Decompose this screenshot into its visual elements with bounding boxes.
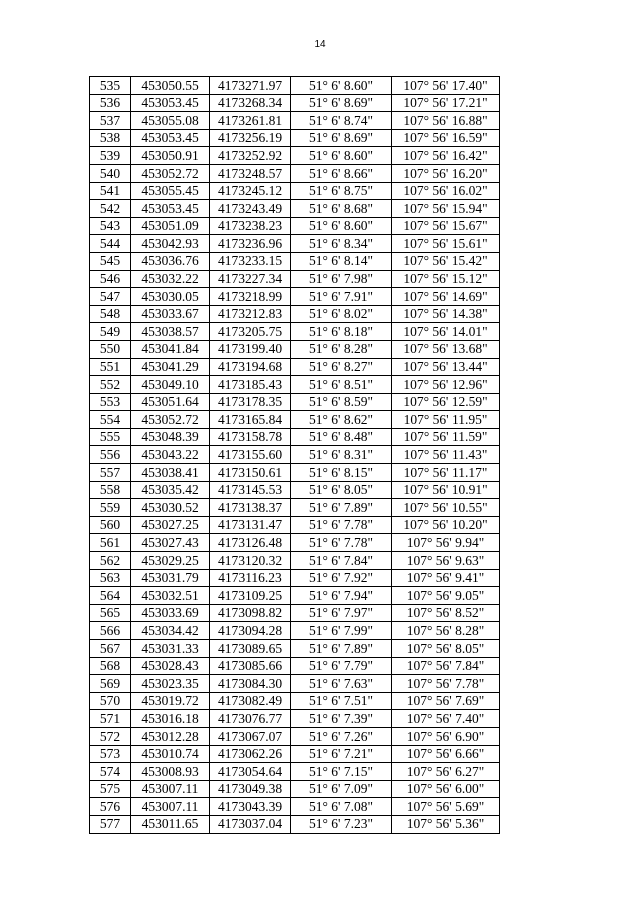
y-coordinate-cell: 4173062.26 [210, 745, 291, 763]
longitude-cell: 107° 56' 13.68" [392, 340, 500, 358]
y-coordinate-cell: 4173243.49 [210, 200, 291, 218]
longitude-cell: 107° 56' 9.41" [392, 569, 500, 587]
latitude-cell: 51° 6' 7.63" [291, 675, 392, 693]
latitude-cell: 51° 6' 7.98" [291, 270, 392, 288]
y-coordinate-cell: 4173109.25 [210, 587, 291, 605]
point-number-cell: 574 [90, 763, 131, 781]
x-coordinate-cell: 453048.39 [131, 428, 210, 446]
table-row [90, 270, 500, 288]
table-row [90, 780, 500, 798]
point-number-cell: 541 [90, 182, 131, 200]
table-row [90, 569, 500, 587]
point-number-cell: 535 [90, 77, 131, 95]
x-coordinate-cell: 453031.79 [131, 569, 210, 587]
table-row [90, 217, 500, 235]
x-coordinate-cell: 453036.76 [131, 252, 210, 270]
point-number-cell: 549 [90, 323, 131, 341]
x-coordinate-cell: 453031.33 [131, 640, 210, 658]
point-number-cell: 563 [90, 569, 131, 587]
latitude-cell: 51° 6' 8.51" [291, 376, 392, 394]
latitude-cell: 51° 6' 7.08" [291, 798, 392, 816]
y-coordinate-cell: 4173126.48 [210, 534, 291, 552]
latitude-cell: 51° 6' 8.74" [291, 112, 392, 130]
point-number-cell: 553 [90, 393, 131, 411]
table-row [90, 499, 500, 517]
latitude-cell: 51° 6' 7.15" [291, 763, 392, 781]
table-row [90, 710, 500, 728]
latitude-cell: 51° 6' 8.69" [291, 129, 392, 147]
point-number-cell: 561 [90, 534, 131, 552]
y-coordinate-cell: 4173165.84 [210, 411, 291, 429]
point-number-cell: 542 [90, 200, 131, 218]
longitude-cell: 107° 56' 9.63" [392, 552, 500, 570]
longitude-cell: 107° 56' 6.00" [392, 780, 500, 798]
latitude-cell: 51° 6' 8.48" [291, 428, 392, 446]
point-number-cell: 552 [90, 376, 131, 394]
table-row [90, 288, 500, 306]
x-coordinate-cell: 453016.18 [131, 710, 210, 728]
point-number-cell: 556 [90, 446, 131, 464]
table-row [90, 252, 500, 270]
x-coordinate-cell: 453008.93 [131, 763, 210, 781]
longitude-cell: 107° 56' 8.52" [392, 604, 500, 622]
latitude-cell: 51° 6' 7.09" [291, 780, 392, 798]
longitude-cell: 107° 56' 16.59" [392, 129, 500, 147]
table-row [90, 147, 500, 165]
longitude-cell: 107° 56' 17.40" [392, 77, 500, 95]
longitude-cell: 107° 56' 15.67" [392, 217, 500, 235]
table-row [90, 745, 500, 763]
point-number-cell: 575 [90, 780, 131, 798]
longitude-cell: 107° 56' 10.55" [392, 499, 500, 517]
y-coordinate-cell: 4173145.53 [210, 481, 291, 499]
longitude-cell: 107° 56' 15.61" [392, 235, 500, 253]
longitude-cell: 107° 56' 11.95" [392, 411, 500, 429]
x-coordinate-cell: 453011.65 [131, 815, 210, 833]
y-coordinate-cell: 4173120.32 [210, 552, 291, 570]
table-row [90, 376, 500, 394]
x-coordinate-cell: 453012.28 [131, 727, 210, 745]
y-coordinate-cell: 4173150.61 [210, 464, 291, 482]
x-coordinate-cell: 453010.74 [131, 745, 210, 763]
latitude-cell: 51° 6' 8.18" [291, 323, 392, 341]
x-coordinate-cell: 453030.05 [131, 288, 210, 306]
latitude-cell: 51° 6' 7.26" [291, 727, 392, 745]
longitude-cell: 107° 56' 10.20" [392, 516, 500, 534]
table-row [90, 305, 500, 323]
x-coordinate-cell: 453033.69 [131, 604, 210, 622]
latitude-cell: 51° 6' 7.91" [291, 288, 392, 306]
x-coordinate-cell: 453033.67 [131, 305, 210, 323]
latitude-cell: 51° 6' 8.59" [291, 393, 392, 411]
y-coordinate-cell: 4173233.15 [210, 252, 291, 270]
table-row [90, 164, 500, 182]
latitude-cell: 51° 6' 7.21" [291, 745, 392, 763]
point-number-cell: 548 [90, 305, 131, 323]
longitude-cell: 107° 56' 15.42" [392, 252, 500, 270]
latitude-cell: 51° 6' 8.68" [291, 200, 392, 218]
latitude-cell: 51° 6' 8.69" [291, 94, 392, 112]
x-coordinate-cell: 453038.57 [131, 323, 210, 341]
latitude-cell: 51° 6' 8.34" [291, 235, 392, 253]
latitude-cell: 51° 6' 7.97" [291, 604, 392, 622]
longitude-cell: 107° 56' 7.84" [392, 657, 500, 675]
point-number-cell: 572 [90, 727, 131, 745]
x-coordinate-cell: 453051.64 [131, 393, 210, 411]
x-coordinate-cell: 453007.11 [131, 798, 210, 816]
longitude-cell: 107° 56' 11.43" [392, 446, 500, 464]
x-coordinate-cell: 453050.91 [131, 147, 210, 165]
y-coordinate-cell: 4173245.12 [210, 182, 291, 200]
x-coordinate-cell: 453028.43 [131, 657, 210, 675]
longitude-cell: 107° 56' 12.96" [392, 376, 500, 394]
y-coordinate-cell: 4173158.78 [210, 428, 291, 446]
latitude-cell: 51° 6' 7.78" [291, 534, 392, 552]
point-number-cell: 564 [90, 587, 131, 605]
y-coordinate-cell: 4173185.43 [210, 376, 291, 394]
longitude-cell: 107° 56' 6.90" [392, 727, 500, 745]
y-coordinate-cell: 4173037.04 [210, 815, 291, 833]
point-number-cell: 554 [90, 411, 131, 429]
y-coordinate-cell: 4173131.47 [210, 516, 291, 534]
longitude-cell: 107° 56' 9.94" [392, 534, 500, 552]
y-coordinate-cell: 4173089.65 [210, 640, 291, 658]
y-coordinate-cell: 4173248.57 [210, 164, 291, 182]
point-number-cell: 555 [90, 428, 131, 446]
longitude-cell: 107° 56' 14.38" [392, 305, 500, 323]
longitude-cell: 107° 56' 7.69" [392, 692, 500, 710]
point-number-cell: 546 [90, 270, 131, 288]
y-coordinate-cell: 4173194.68 [210, 358, 291, 376]
longitude-cell: 107° 56' 15.12" [392, 270, 500, 288]
latitude-cell: 51° 6' 8.60" [291, 147, 392, 165]
longitude-cell: 107° 56' 6.66" [392, 745, 500, 763]
point-number-cell: 547 [90, 288, 131, 306]
longitude-cell: 107° 56' 12.59" [392, 393, 500, 411]
table-row [90, 94, 500, 112]
table-row [90, 393, 500, 411]
table-row [90, 604, 500, 622]
table-row [90, 77, 500, 95]
table-row [90, 200, 500, 218]
y-coordinate-cell: 4173271.97 [210, 77, 291, 95]
y-coordinate-cell: 4173116.23 [210, 569, 291, 587]
table-row [90, 516, 500, 534]
x-coordinate-cell: 453053.45 [131, 200, 210, 218]
y-coordinate-cell: 4173084.30 [210, 675, 291, 693]
coordinates-table-body [90, 77, 500, 834]
longitude-cell: 107° 56' 7.78" [392, 675, 500, 693]
table-row [90, 815, 500, 833]
latitude-cell: 51° 6' 8.62" [291, 411, 392, 429]
x-coordinate-cell: 453052.72 [131, 164, 210, 182]
latitude-cell: 51° 6' 7.39" [291, 710, 392, 728]
x-coordinate-cell: 453035.42 [131, 481, 210, 499]
longitude-cell: 107° 56' 5.36" [392, 815, 500, 833]
x-coordinate-cell: 453032.51 [131, 587, 210, 605]
y-coordinate-cell: 4173082.49 [210, 692, 291, 710]
latitude-cell: 51° 6' 8.66" [291, 164, 392, 182]
latitude-cell: 51° 6' 8.28" [291, 340, 392, 358]
x-coordinate-cell: 453043.22 [131, 446, 210, 464]
latitude-cell: 51° 6' 8.31" [291, 446, 392, 464]
table-row [90, 587, 500, 605]
latitude-cell: 51° 6' 7.99" [291, 622, 392, 640]
point-number-cell: 559 [90, 499, 131, 517]
table-row [90, 552, 500, 570]
latitude-cell: 51° 6' 8.60" [291, 217, 392, 235]
table-row [90, 798, 500, 816]
table-row [90, 640, 500, 658]
table-row [90, 235, 500, 253]
point-number-cell: 565 [90, 604, 131, 622]
y-coordinate-cell: 4173261.81 [210, 112, 291, 130]
point-number-cell: 545 [90, 252, 131, 270]
x-coordinate-cell: 453042.93 [131, 235, 210, 253]
x-coordinate-cell: 453041.84 [131, 340, 210, 358]
latitude-cell: 51° 6' 7.23" [291, 815, 392, 833]
point-number-cell: 560 [90, 516, 131, 534]
table-row [90, 464, 500, 482]
y-coordinate-cell: 4173094.28 [210, 622, 291, 640]
latitude-cell: 51° 6' 7.79" [291, 657, 392, 675]
x-coordinate-cell: 453023.35 [131, 675, 210, 693]
latitude-cell: 51° 6' 7.89" [291, 499, 392, 517]
latitude-cell: 51° 6' 7.78" [291, 516, 392, 534]
x-coordinate-cell: 453051.09 [131, 217, 210, 235]
y-coordinate-cell: 4173218.99 [210, 288, 291, 306]
y-coordinate-cell: 4173043.39 [210, 798, 291, 816]
latitude-cell: 51° 6' 7.89" [291, 640, 392, 658]
point-number-cell: 558 [90, 481, 131, 499]
y-coordinate-cell: 4173054.64 [210, 763, 291, 781]
y-coordinate-cell: 4173212.83 [210, 305, 291, 323]
point-number-cell: 576 [90, 798, 131, 816]
y-coordinate-cell: 4173199.40 [210, 340, 291, 358]
longitude-cell: 107° 56' 7.40" [392, 710, 500, 728]
x-coordinate-cell: 453019.72 [131, 692, 210, 710]
y-coordinate-cell: 4173268.34 [210, 94, 291, 112]
latitude-cell: 51° 6' 8.75" [291, 182, 392, 200]
point-number-cell: 562 [90, 552, 131, 570]
point-number-cell: 550 [90, 340, 131, 358]
longitude-cell: 107° 56' 8.05" [392, 640, 500, 658]
x-coordinate-cell: 453038.41 [131, 464, 210, 482]
y-coordinate-cell: 4173236.96 [210, 235, 291, 253]
table-row [90, 727, 500, 745]
x-coordinate-cell: 453029.25 [131, 552, 210, 570]
x-coordinate-cell: 453027.25 [131, 516, 210, 534]
x-coordinate-cell: 453055.45 [131, 182, 210, 200]
latitude-cell: 51° 6' 7.94" [291, 587, 392, 605]
longitude-cell: 107° 56' 15.94" [392, 200, 500, 218]
latitude-cell: 51° 6' 7.92" [291, 569, 392, 587]
latitude-cell: 51° 6' 7.51" [291, 692, 392, 710]
x-coordinate-cell: 453034.42 [131, 622, 210, 640]
table-row [90, 763, 500, 781]
table-row [90, 411, 500, 429]
x-coordinate-cell: 453053.45 [131, 129, 210, 147]
latitude-cell: 51° 6' 8.05" [291, 481, 392, 499]
point-number-cell: 571 [90, 710, 131, 728]
table-row [90, 112, 500, 130]
longitude-cell: 107° 56' 11.59" [392, 428, 500, 446]
y-coordinate-cell: 4173098.82 [210, 604, 291, 622]
y-coordinate-cell: 4173138.37 [210, 499, 291, 517]
table-row [90, 446, 500, 464]
y-coordinate-cell: 4173178.35 [210, 393, 291, 411]
longitude-cell: 107° 56' 16.88" [392, 112, 500, 130]
longitude-cell: 107° 56' 16.42" [392, 147, 500, 165]
y-coordinate-cell: 4173155.60 [210, 446, 291, 464]
page-number: 14 [314, 39, 326, 50]
longitude-cell: 107° 56' 13.44" [392, 358, 500, 376]
table-row [90, 323, 500, 341]
longitude-cell: 107° 56' 14.01" [392, 323, 500, 341]
y-coordinate-cell: 4173085.66 [210, 657, 291, 675]
x-coordinate-cell: 453041.29 [131, 358, 210, 376]
latitude-cell: 51° 6' 8.60" [291, 77, 392, 95]
longitude-cell: 107° 56' 8.28" [392, 622, 500, 640]
point-number-cell: 577 [90, 815, 131, 833]
point-number-cell: 567 [90, 640, 131, 658]
point-number-cell: 566 [90, 622, 131, 640]
point-number-cell: 568 [90, 657, 131, 675]
coordinates-table [89, 76, 500, 834]
longitude-cell: 107° 56' 16.02" [392, 182, 500, 200]
y-coordinate-cell: 4173227.34 [210, 270, 291, 288]
longitude-cell: 107° 56' 16.20" [392, 164, 500, 182]
latitude-cell: 51° 6' 8.02" [291, 305, 392, 323]
longitude-cell: 107° 56' 17.21" [392, 94, 500, 112]
longitude-cell: 107° 56' 9.05" [392, 587, 500, 605]
x-coordinate-cell: 453030.52 [131, 499, 210, 517]
table-row [90, 675, 500, 693]
x-coordinate-cell: 453007.11 [131, 780, 210, 798]
point-number-cell: 570 [90, 692, 131, 710]
x-coordinate-cell: 453053.45 [131, 94, 210, 112]
longitude-cell: 107° 56' 5.69" [392, 798, 500, 816]
y-coordinate-cell: 4173049.38 [210, 780, 291, 798]
x-coordinate-cell: 453032.22 [131, 270, 210, 288]
point-number-cell: 544 [90, 235, 131, 253]
y-coordinate-cell: 4173252.92 [210, 147, 291, 165]
point-number-cell: 569 [90, 675, 131, 693]
latitude-cell: 51° 6' 8.15" [291, 464, 392, 482]
point-number-cell: 537 [90, 112, 131, 130]
x-coordinate-cell: 453055.08 [131, 112, 210, 130]
table-row [90, 182, 500, 200]
point-number-cell: 536 [90, 94, 131, 112]
table-row [90, 358, 500, 376]
x-coordinate-cell: 453049.10 [131, 376, 210, 394]
longitude-cell: 107° 56' 14.69" [392, 288, 500, 306]
latitude-cell: 51° 6' 8.27" [291, 358, 392, 376]
y-coordinate-cell: 4173076.77 [210, 710, 291, 728]
x-coordinate-cell: 453027.43 [131, 534, 210, 552]
table-row [90, 481, 500, 499]
point-number-cell: 557 [90, 464, 131, 482]
table-row [90, 622, 500, 640]
point-number-cell: 539 [90, 147, 131, 165]
latitude-cell: 51° 6' 8.14" [291, 252, 392, 270]
point-number-cell: 573 [90, 745, 131, 763]
longitude-cell: 107° 56' 10.91" [392, 481, 500, 499]
table-row [90, 534, 500, 552]
x-coordinate-cell: 453050.55 [131, 77, 210, 95]
point-number-cell: 551 [90, 358, 131, 376]
y-coordinate-cell: 4173256.19 [210, 129, 291, 147]
point-number-cell: 540 [90, 164, 131, 182]
table-row [90, 692, 500, 710]
longitude-cell: 107° 56' 11.17" [392, 464, 500, 482]
y-coordinate-cell: 4173067.07 [210, 727, 291, 745]
point-number-cell: 543 [90, 217, 131, 235]
latitude-cell: 51° 6' 7.84" [291, 552, 392, 570]
y-coordinate-cell: 4173205.75 [210, 323, 291, 341]
table-row [90, 340, 500, 358]
table-row [90, 657, 500, 675]
longitude-cell: 107° 56' 6.27" [392, 763, 500, 781]
x-coordinate-cell: 453052.72 [131, 411, 210, 429]
table-row [90, 129, 500, 147]
point-number-cell: 538 [90, 129, 131, 147]
table-row [90, 428, 500, 446]
y-coordinate-cell: 4173238.23 [210, 217, 291, 235]
